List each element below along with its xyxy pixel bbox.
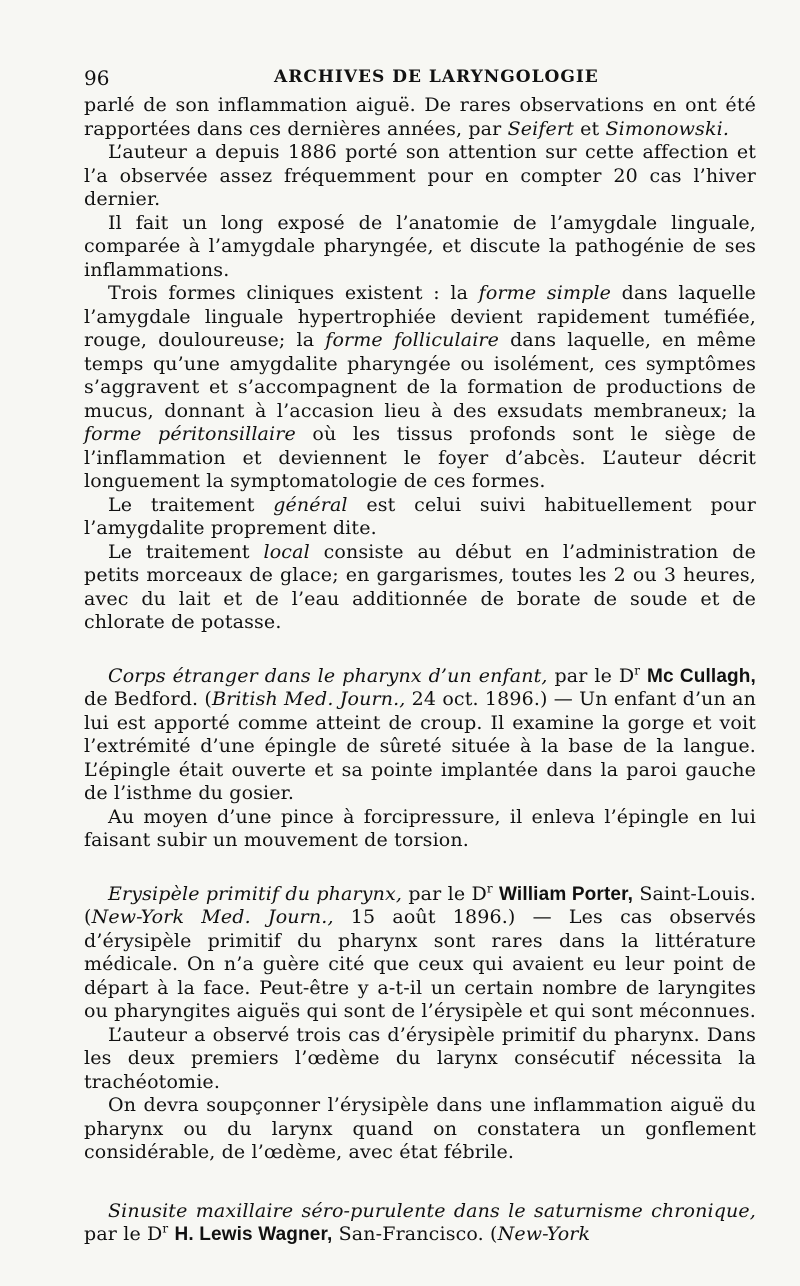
page-content: [84, 94, 756, 1247]
section-spacer: [84, 853, 756, 883]
paragraph-text: est celui suivi habituellement pour l’amygdalite proprement dite.: [84, 493, 756, 539]
paragraph-anatomy: Il fait un long exposé de l’anatomie de l’amygdale linguale, comparée à l’amygdale pharyngée, et discute la pathogénie de ses inflammations.: [84, 211, 756, 281]
paragraph-suspicion: On devra soupçonner l’érysipèle dans une inflammation aiguë du pharynx ou du larynx quand on constatera un gonflement considérable, de l’œdème, avec état fébrile.: [84, 1094, 756, 1163]
paragraph-text: parlé de son inflammation aiguë. De rares observations en ont été rapportées dans ces dernières années, par: [84, 94, 756, 140]
paragraph-text: où les tissus profonds sont le siège de l’inflammation et deviennent le foyer d’abcès. L’auteur décrit longuement la symptomatologie de ces formes.: [84, 423, 757, 492]
paragraph-local-treatment: [84, 541, 756, 635]
paragraph-text: dans laquelle, en même temps qu’une amygdalite pharyngée ou isolément, ces symptômes s’aggravent et s’accompagnent de la formation de productions de mucus, donnant à l’accasion lieu à des exsudats membraneux; la: [84, 329, 757, 422]
section-spacer: [84, 1165, 756, 1200]
doctor-abbreviation: r: [162, 1221, 169, 1236]
paragraph-observation: L’auteur a depuis 1886 porté son attention sur cette affection et l’a observée assez fréquemment pour en compter 20 cas l’hiver dernier.: [84, 141, 756, 210]
paragraph-text: consiste au début en l’administration de petits morceaux de glace; en gargarismes, toutes les 2 ou 3 heures, avec du lait et de l’eau additionnée de borate de soude et de chlorate de potasse.: [84, 540, 756, 633]
article-text: 24 oct. 1896.) — Un enfant d’un an lui est apporté comme atteint de croup. Il examine la gorge et voit l’extrémité d’une épingle de sûreté située à la base de la langue. L’épingle était ouverte et sa pointe implantée dans la paroi gauche de l’isthme du gosier.: [84, 688, 756, 804]
article-author: H. Lewis Wagner,: [174, 1224, 333, 1245]
author-origin: Saint-Louis. (: [84, 882, 756, 928]
running-title: ARCHIVES DE LARYNGOLOGIE: [274, 67, 599, 87]
section-spacer: [84, 635, 756, 665]
journal-name: British Med. Journ.,: [211, 688, 406, 710]
article-title: Erysipèle primitif du pharynx,: [108, 882, 403, 905]
paragraph-text: dans laquelle l’amygdale linguale hypertrophiée devient rapidement tuméfiée, rouge, douloureuse; la: [84, 282, 756, 351]
paragraph-clinical-forms: [84, 282, 756, 494]
paragraph-text: Trois formes cliniques existent : la: [108, 282, 479, 304]
article-title: Corps étranger dans le pharynx d’un enfant,: [108, 664, 548, 687]
article-erysipelas: [84, 883, 756, 1024]
treatment-term: général: [273, 493, 348, 516]
paragraph-continuation: [84, 94, 756, 141]
clinical-form-name: forme péritonsillaire: [84, 423, 296, 445]
journal-name: New-York Med. Journ.,: [91, 906, 334, 928]
article-author: William Porter,: [498, 883, 634, 905]
connector-text: et: [573, 117, 606, 140]
byline-text: par le D: [84, 1223, 163, 1245]
author-origin: San-Francisco. (: [332, 1223, 498, 1245]
article-title: Sinusite maxillaire séro-purulente dans le saturnisme chronique,: [108, 1199, 756, 1222]
page-number: 96: [84, 66, 110, 90]
journal-name: New-York: [497, 1223, 591, 1245]
doctor-abbreviation: r: [486, 881, 493, 896]
article-text: 15 août 1896.) — Les cas observés d’érysipèle primitif du pharynx sont rares dans la littérature médicale. On n’a guère cité que ceux qui avaient eu leur point de départ à la face. Peut-être y a-t-il un certain nombre de laryngites ou pharyngites aiguës qui sont de l’érysipèle et qui sont méconnues.: [84, 906, 756, 1022]
article-foreign-body: [84, 665, 756, 806]
article-author: Mc Cullagh,: [647, 665, 756, 687]
byline-text: par le D: [547, 664, 635, 687]
article-sinusitis: [84, 1200, 756, 1247]
clinical-form-name: forme folliculaire: [325, 329, 500, 351]
doctor-abbreviation: r: [634, 663, 641, 678]
clinical-form-name: forme simple: [478, 282, 612, 304]
author-origin: de Bedford. (: [84, 688, 212, 710]
paragraph-text: Le traitement: [108, 493, 274, 516]
paragraph-removal: Au moyen d’une pince à forcipressure, il enleva l’épingle en lui faisant subir un mouvement de torsion.: [84, 805, 756, 851]
paragraph-text: Le traitement: [108, 540, 264, 563]
byline-text: par le D: [402, 882, 487, 905]
paragraph-general-treatment: [84, 494, 756, 541]
author-reference: Seifert: [507, 117, 574, 140]
page-header: [84, 60, 752, 94]
treatment-term: local: [263, 540, 310, 563]
author-reference: Simonowski.: [605, 117, 730, 140]
paragraph-cases: L’auteur a observé trois cas d’érysipèle primitif du pharynx. Dans les deux premiers l’œdème du larynx consécutif nécessita la trachéotomie.: [84, 1023, 756, 1093]
